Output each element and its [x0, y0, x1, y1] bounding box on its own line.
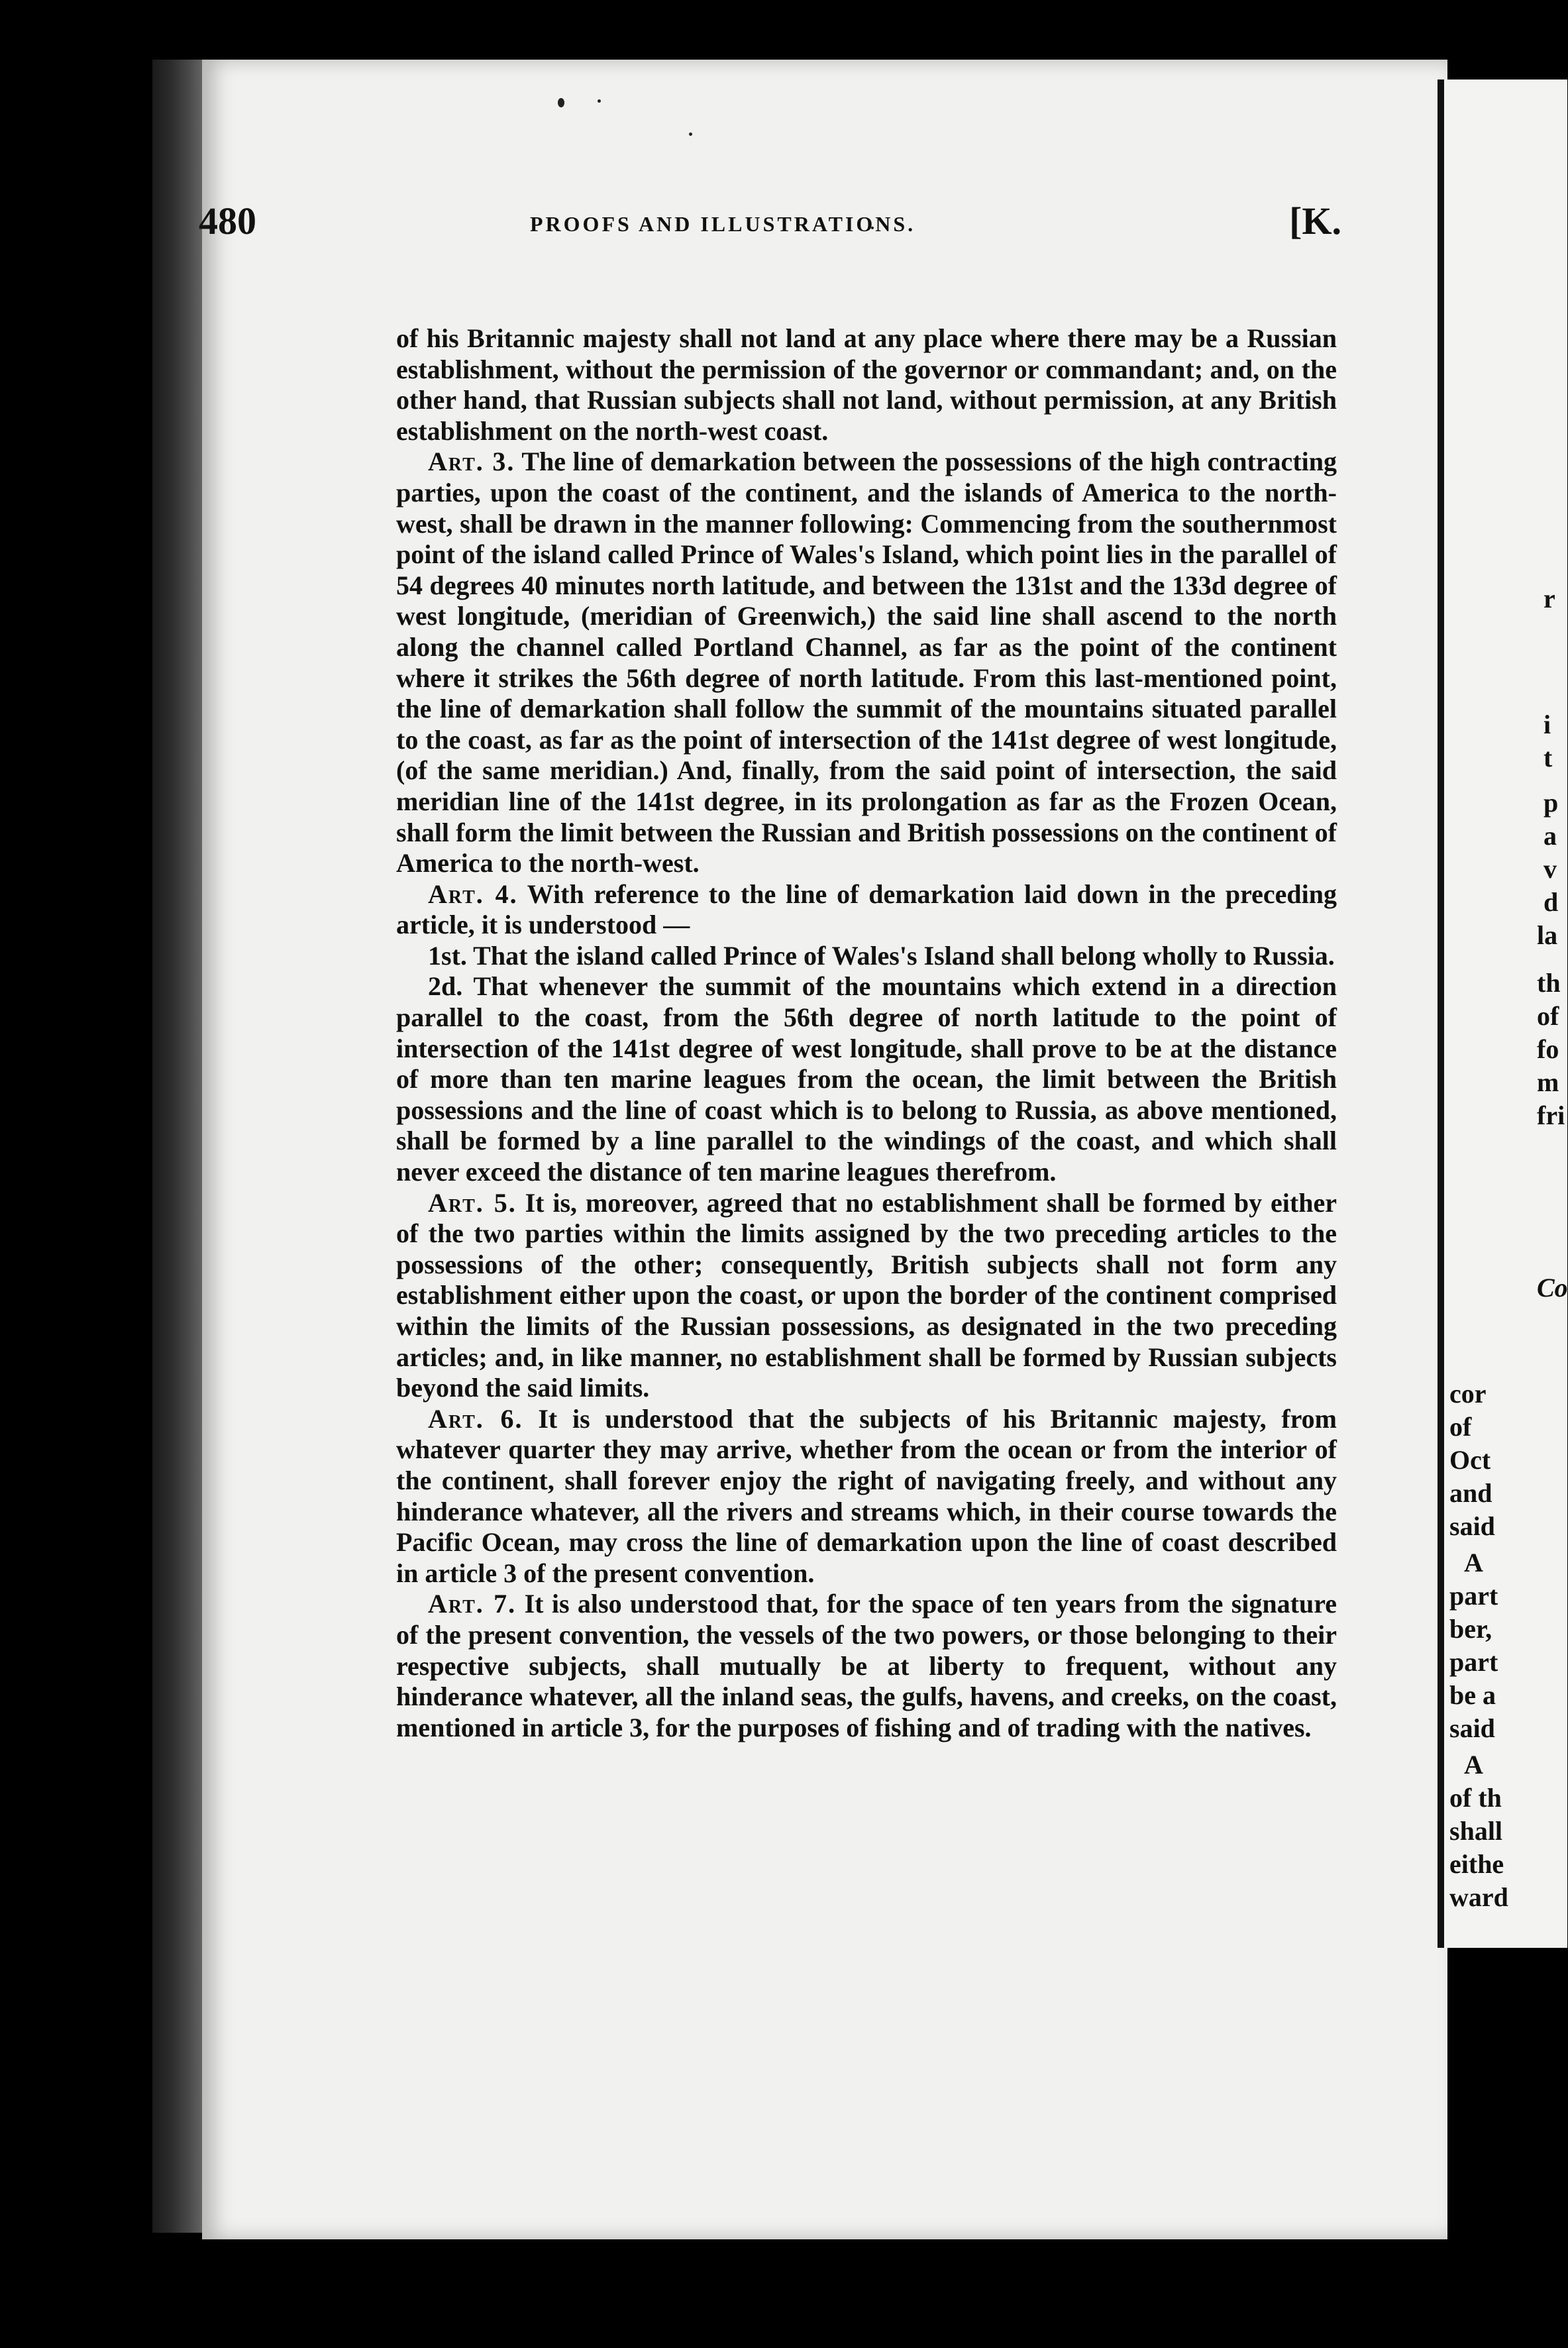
paragraph: 2d. That whenever the summit of the mountains which extend in a direction parallel to the coast, from the 56th degree of north latitude to the point of intersection of the 141st degree of west longitude, shall prove to be at the distance of more than ten marine leagues from the ocean, the limit between the British possessions and the line of coast which is to belong to Russia, as above mentioned, shall be formed by a line parallel to the windings of the coast, and which shall never exceed the distance of ten marine leagues therefrom.	[396, 971, 1337, 1187]
facing-fragment: of th	[1449, 1783, 1502, 1813]
facing-fragment: ber,	[1449, 1614, 1492, 1644]
facing-fragment: said	[1449, 1713, 1495, 1743]
facing-fragment: fri	[1537, 1100, 1565, 1130]
article-label: Art. 3.	[428, 447, 515, 477]
facing-fragment: la	[1537, 920, 1558, 950]
paragraph: of his Britannic majesty shall not land at any place where there may be a Russian establishment, without the permission of the governor or commandant; and, on the other hand, that Russian subjects shall not land, without permission, at any British establishment on the north-west coast.	[396, 323, 1337, 446]
article-label: Art. 7.	[428, 1589, 517, 1619]
facing-fragment: Oct	[1449, 1445, 1491, 1475]
facing-fragment: a	[1543, 821, 1557, 851]
ink-speck	[558, 98, 564, 107]
facing-fragment: v	[1543, 854, 1557, 884]
facing-fragment: i	[1543, 710, 1551, 739]
facing-fragment: A	[1464, 1548, 1483, 1577]
ink-speck	[689, 133, 692, 136]
body-text	[396, 323, 1337, 1743]
article-label: Art. 4.	[428, 879, 518, 909]
running-head: PROOFS AND ILLUSTRATIONS.	[530, 212, 916, 236]
facing-fragment: said	[1449, 1511, 1495, 1541]
article-label: Art. 6.	[428, 1403, 523, 1434]
paragraph: Art. 5. It is, moreover, agreed that no establishment shall be formed by either of the two parties within the limits assigned by the two preceding articles to the possessions of the other; consequently, British subjects shall not form any establishment either upon the coast, or upon the border of the continent comprised within the limits of the Russian possessions, as designated in the two preceding articles; and, in like manner, no establishment shall be formed by Russian subjects beyond the said limits.	[396, 1187, 1337, 1403]
book-page-edge	[152, 60, 205, 2233]
facing-fragment: cor	[1449, 1379, 1487, 1409]
facing-fragment: ward	[1449, 1882, 1508, 1912]
paragraph: 1st. That the island called Prince of Wales's Island shall belong wholly to Russia.	[428, 940, 1335, 971]
page-header	[199, 199, 1351, 258]
facing-fragment: part	[1449, 1581, 1498, 1611]
facing-fragment: A	[1464, 1750, 1483, 1780]
facing-fragment: th	[1537, 968, 1561, 998]
facing-fragment: Co	[1537, 1273, 1568, 1303]
paragraph: Art. 3. The line of demarkation between the possessions of the high contracting parties, upon the coast of the continent, and the islands of America to the north-west, shall be drawn in the manner following: Commencing from the southernmost point of the island called Prince of Wales's Island, which point lies in the parallel of 54 degrees 40 minutes north latitude, and between the 131st and the 133d degree of west longitude, (meridian of Greenwich,) the said line shall ascend to the north along the channel called Portland Channel, as far as the point of the continent where it strikes the 56th degree of north latitude. From this last-mentioned point, the line of demarkation shall follow the summit of the mountains situated parallel to the coast, as far as the point of intersection of the 141st degree of west longitude, (of the same meridian.) And, finally, from the said point of intersection, the said meridian line of the 141st degree, in its prolongation as far as the Frozen Ocean, shall form the limit between the Russian and British possessions on the continent of America to the north-west.	[396, 447, 1337, 879]
facing-page	[1437, 80, 1567, 1948]
section-mark: [K.	[1289, 199, 1341, 242]
facing-fragment: p	[1543, 788, 1559, 818]
paragraph: Art. 6. It is understood that the subjects of his Britannic majesty, from whatever quarter they may arrive, whether from the ocean or from the interior of the continent, shall forever enjoy the right of navigating freely, and without any hinderance whatever, all the rivers and streams which, in their course towards the Pacific Ocean, may cross the line of demarkation upon the line of coast described in article 3 of the present convention.	[396, 1403, 1337, 1588]
paragraph: Art. 4. With reference to the line of demarkation laid down in the preceding article, it is understood —	[396, 879, 1337, 940]
page-number: 480	[199, 199, 256, 242]
facing-fragment: eithe	[1449, 1849, 1504, 1879]
article-label: Art. 5.	[428, 1187, 517, 1218]
facing-fragment: fo	[1537, 1034, 1559, 1064]
facing-fragment: shall	[1449, 1816, 1503, 1846]
facing-fragment: t	[1543, 743, 1553, 773]
facing-fragment: d	[1543, 887, 1559, 917]
facing-fragment: m	[1537, 1067, 1559, 1097]
facing-fragment: be a	[1449, 1680, 1496, 1710]
facing-fragment: of	[1537, 1001, 1559, 1031]
ink-speck	[598, 99, 601, 103]
facing-fragment: and	[1449, 1478, 1492, 1508]
paragraph: Art. 7. It is also understood that, for the space of ten years from the signature of the present convention, the vessels of the two powers, or those belonging to their respective subjects, shall mutually be at liberty to frequent, without any hinderance whatever, all the inland seas, the gulfs, havens, and creeks, on the coast, mentioned in article 3, for the purposes of fishing and of trading with the natives.	[396, 1589, 1337, 1742]
facing-fragment: r	[1543, 584, 1555, 614]
facing-fragment: part	[1449, 1647, 1498, 1677]
facing-fragment: of	[1449, 1412, 1472, 1442]
